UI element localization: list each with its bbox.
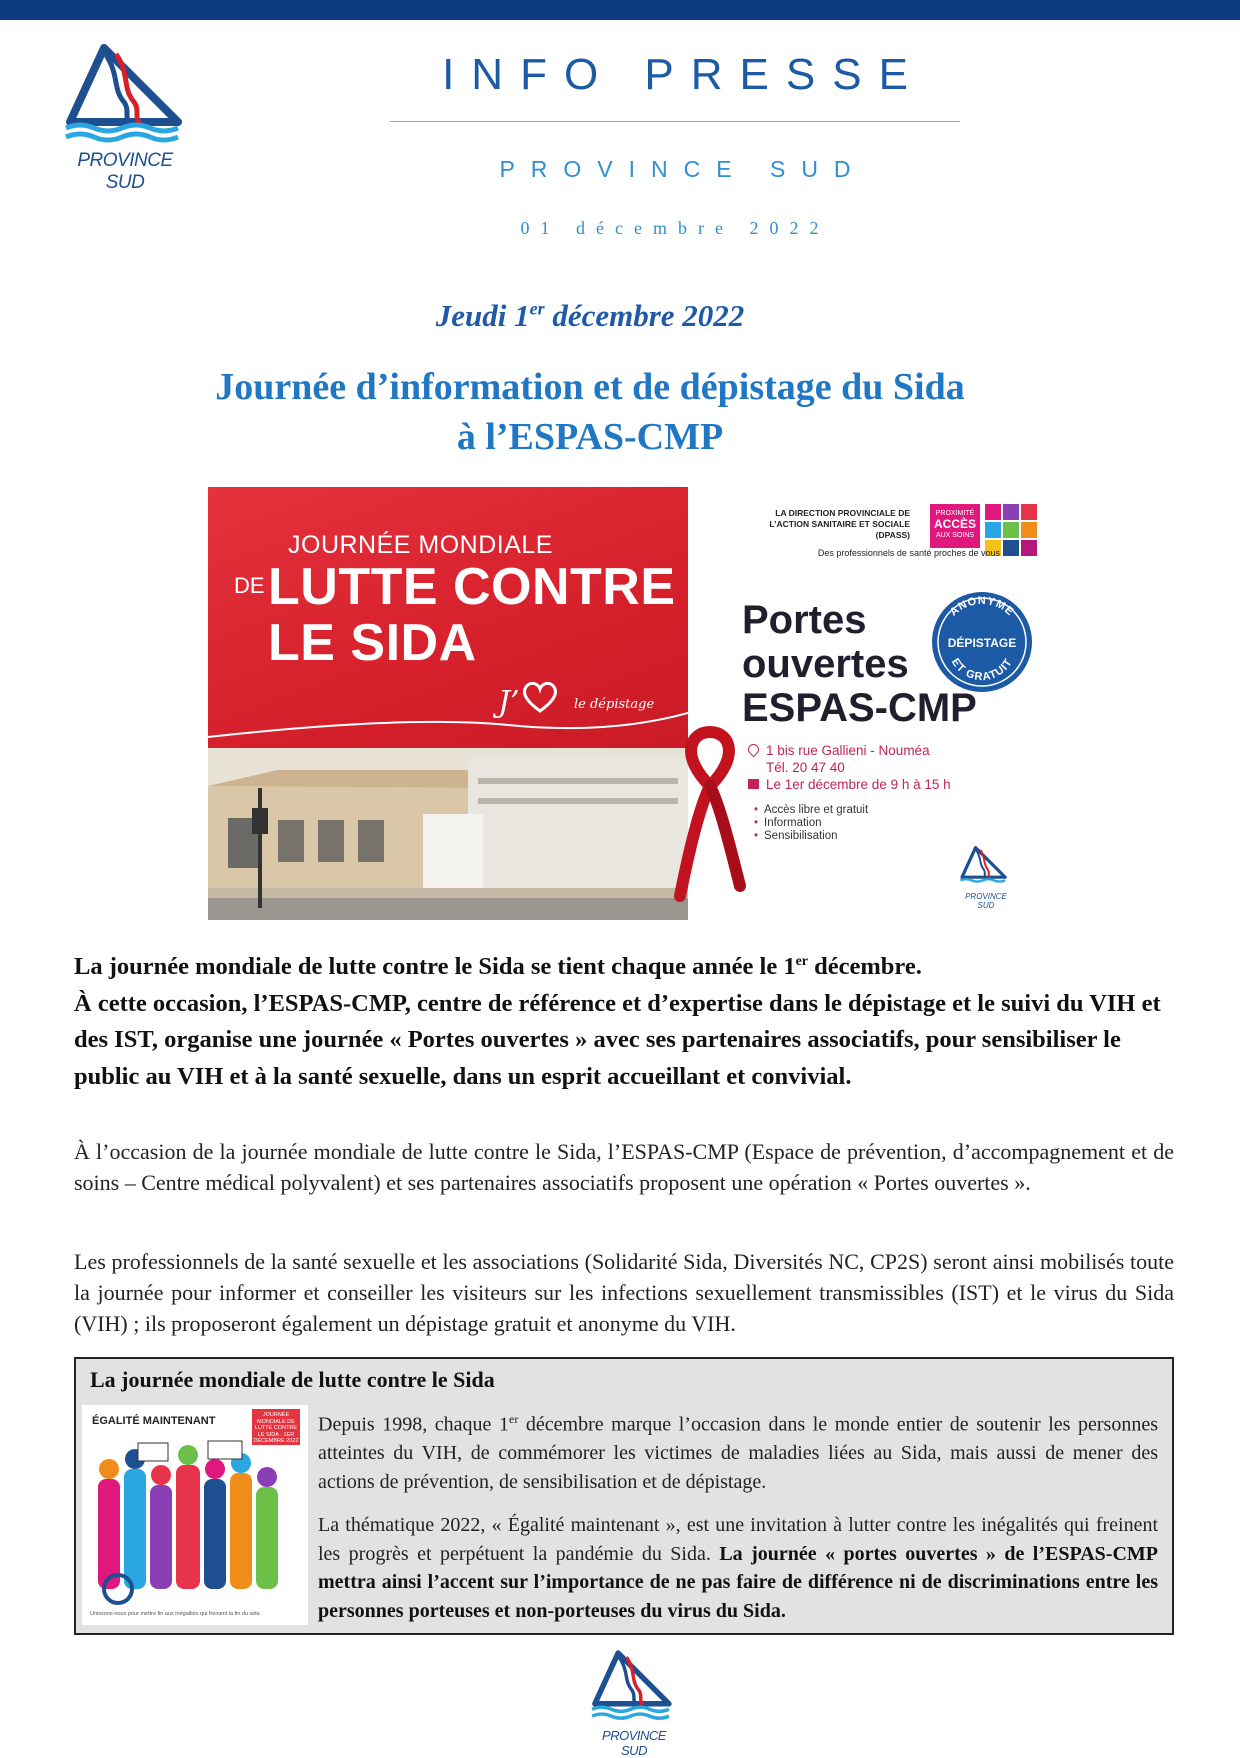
poster-title-2: ouvertes <box>742 642 909 686</box>
location-pin-icon <box>746 742 762 758</box>
building-photo <box>208 748 688 920</box>
dpass-tagline: Des professionnels de santé proches de vous <box>817 548 1000 558</box>
info-box <box>74 1357 1174 1635</box>
sail-logo-footer-icon <box>588 1648 684 1728</box>
lead-line-1: La journée mondiale de lutte contre le Sida se tient chaque année le 1er décembre. <box>74 953 922 981</box>
stamp-top-text: ANONYME <box>947 594 1017 619</box>
event-date: Jeudi 1er décembre 2022 <box>435 298 745 333</box>
paragraph-1: À l’occasion de la journée mondiale de lutte contre le Sida, l’ESPAS-CMP (Espace de prévention, d’accompagnement et de soins – Centre médical polyvalent) et ses partenaires associatifs proposent une opération « Portes ouvertes ». <box>74 1139 1174 1195</box>
bullet-item: • Information <box>754 817 868 830</box>
header-title: INFO PRESSE <box>442 50 925 99</box>
bullet-item: • Sensibilisation <box>754 830 868 843</box>
province-sud-logo <box>60 44 200 193</box>
poster-tag-j: J’ <box>498 685 520 720</box>
anonymous-stamp-icon <box>930 590 1034 694</box>
footer-logo-text: PROVINCE SUD <box>602 1728 666 1758</box>
access-badge <box>930 504 980 548</box>
box-paragraph-1: Depuis 1998, chaque 1er décembre marque l’occasion dans le monde entier de soutenir les personnes atteintes du VIH, de commémorer les victimes de maladies liées au Sida, mais aussi de mener des actions de prévention, de sensibilisation et de dépistage. <box>318 1412 1158 1493</box>
poster-small-logo <box>956 846 1016 910</box>
box-paragraph-2: La thématique 2022, « Égalité maintenant », est une invitation à lutter contre les inégalités qui freinent les progrès et perpétuent la pandémie du Sida. La journée « portes ouvertes » de l’ESPAS-CMP mettra ainsi l’accent sur l’importance de ne pas faire de différence ni de discriminations entre les personnes porteuses et non-porteuses du virus du Sida. <box>318 1514 1158 1622</box>
badge-bot: AUX SOINS <box>935 532 975 539</box>
poster-title-1: Portes <box>742 598 867 642</box>
poster-logo-text: PROVINCE SUD <box>965 892 1007 910</box>
header-subtitle: PROVINCE SUD <box>499 156 867 182</box>
box-text <box>318 1405 1158 1640</box>
paragraph-2: Les professionnels de la santé sexuelle et les associations (Solidarité Sida, Diversités NC, CP2S) seront ainsi mobilisés toute la journée pour informer et conseiller les visiteurs sur les infections sexuellement transmissibles (IST) et le virus du Sida (VIH) ; ils proposeront également un dépistage gratuit et anonyme du VIH. <box>74 1249 1174 1336</box>
egalite-title: ÉGALITÉ MAINTENANT <box>92 1415 216 1427</box>
badge-mid: ACCÈS <box>933 517 976 531</box>
title-line-2: à l’ESPAS-CMP <box>456 416 724 458</box>
dpass-label: LA DIRECTION PROVINCIALE DE L’ACTION SANITAIRE ET SOCIALE (DPASS) <box>769 508 910 540</box>
press-header <box>390 50 960 100</box>
sail-logo-small-icon <box>956 846 1016 890</box>
poster-de: DE <box>234 573 265 598</box>
address: 1 bis rue Gallieni - Nouméa <box>766 743 930 758</box>
lead-paragraph <box>74 944 1174 1095</box>
logo-text: PROVINCE SUD <box>77 150 173 193</box>
calendar-icon <box>748 779 759 789</box>
lead-line-2: À cette occasion, l’ESPAS-CMP, centre de référence et d’expertise dans le dépistage et le suivi du VIH et des IST, organise une journée « Portes ouvertes » avec ses partenaires associatifs, pour sensibiliser le public au VIH et à la santé sexuelle, dans un esprit accueillant et convivial. <box>74 989 1161 1090</box>
egalite-caption: Unissons-nous pour mettre fin aux inégalités qui freinent la fin du sida <box>90 1611 260 1617</box>
top-bar <box>0 0 1240 20</box>
poster-line-3: LE SIDA <box>268 614 477 672</box>
egalite-poster-image <box>82 1405 308 1625</box>
header-divider <box>390 121 960 122</box>
building-illustration <box>208 748 688 920</box>
stamp-mid-text: DÉPISTAGE <box>947 636 1017 650</box>
bullet-item: • Accès libre et gratuit <box>754 804 868 817</box>
badge-top: PROXIMITÉ <box>935 510 975 517</box>
stamp-bottom-text: ET GRATUIT <box>948 656 1016 684</box>
poster-red-panel <box>208 487 688 775</box>
poster-line-2: LUTTE CONTRE <box>268 558 676 616</box>
egalite-red-tag: JOURNÉE MONDIALE DE LUTTE CONTRE LE SIDA · 1ER DÉCEMBRE 2022 <box>252 1409 300 1445</box>
page-title <box>0 362 1180 462</box>
curve-decoration <box>208 707 688 747</box>
poster-info-panel <box>700 490 1040 910</box>
poster-line-1: JOURNÉE MONDIALE <box>288 531 553 559</box>
box-title: La journée mondiale de lutte contre le Sida <box>90 1367 495 1392</box>
poster-bullets <box>754 804 868 843</box>
poster-title-3: ESPAS-CMP <box>742 686 977 730</box>
event-time: Le 1er décembre de 9 h à 15 h <box>766 777 951 792</box>
footer-logo <box>588 1648 684 1758</box>
title-line-1: Journée d’information et de dépistage du Sida <box>215 366 965 408</box>
event-details <box>748 742 951 793</box>
telephone: Tél. 20 47 40 <box>766 760 845 775</box>
poster-tagline: le dépistage <box>574 697 655 712</box>
header-date: 01 décembre 2022 <box>520 218 830 238</box>
crowd-illustration <box>88 1439 288 1609</box>
